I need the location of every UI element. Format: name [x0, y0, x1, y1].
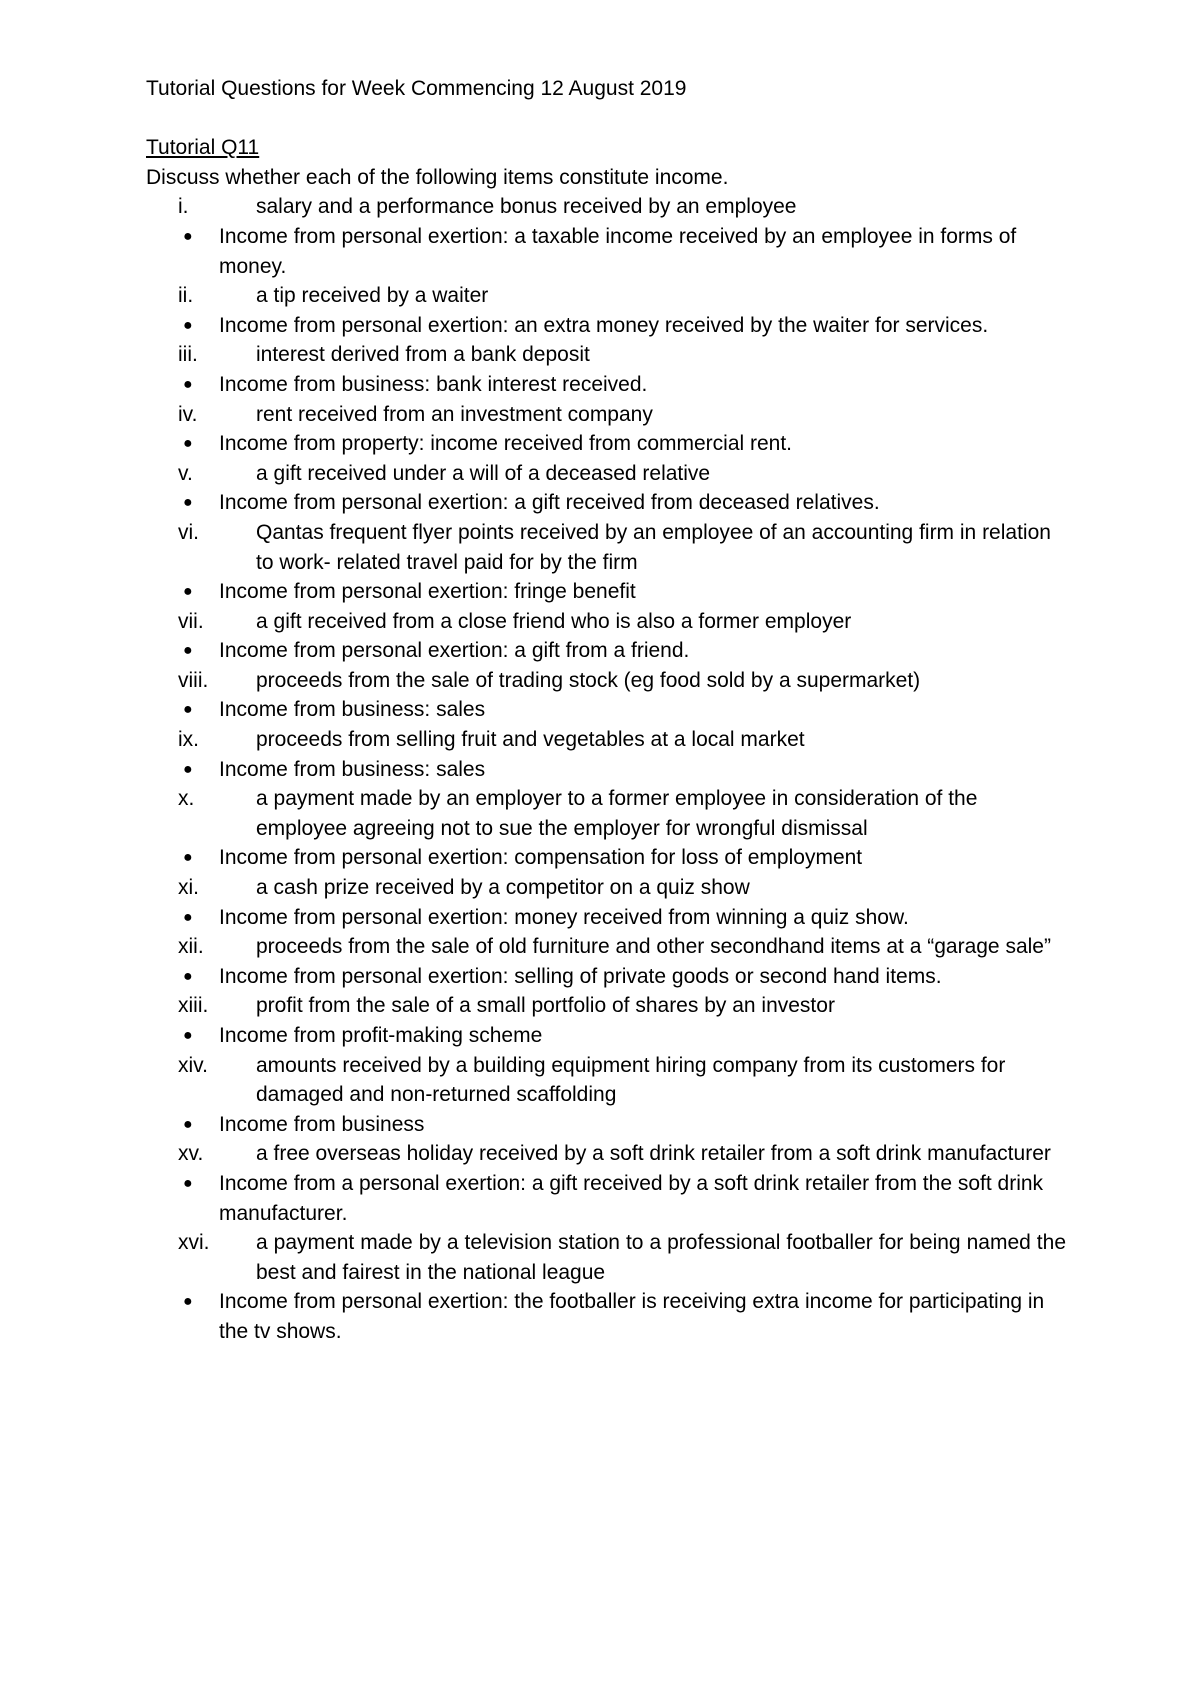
- question-number: ii.: [178, 284, 194, 308]
- question-text: amounts received by a building equipment hiring company from its customers for damaged and non-returned scaffolding: [256, 1053, 1006, 1107]
- bullet-icon: ●: [183, 316, 193, 334]
- question-text: a payment made by a television station to a professional footballer for being named the best and fairest in the national league: [256, 1231, 1066, 1284]
- question-item: [146, 1228, 1066, 1287]
- answer-text: Income from a personal exertion: a gift received by a soft drink retailer from the soft drink manufacturer.: [219, 1171, 1044, 1225]
- question-item: [146, 873, 1066, 903]
- answer-text: Income from personal exertion: a taxable income received by an employee in forms of money.: [219, 224, 1017, 278]
- question-text: Qantas frequent flyer points received by an employee of an accounting firm in relation to work- related travel paid for by the firm: [256, 520, 1051, 574]
- question-intro: Discuss whether each of the following items constitute income.: [146, 165, 729, 189]
- answer-text: Income from profit-making scheme: [219, 1024, 543, 1047]
- question-number: viii.: [178, 668, 209, 692]
- answer-text: Income from business: sales: [219, 757, 486, 781]
- question-number: vii.: [178, 609, 204, 633]
- question-item: [146, 784, 1066, 843]
- bullet-icon: ●: [183, 1174, 193, 1192]
- document-page: [146, 74, 1066, 1347]
- question-item: [146, 666, 1066, 696]
- document-title: Tutorial Questions for Week Commencing 12 August 2019: [146, 77, 687, 100]
- question-item: [146, 518, 1066, 577]
- bullet-icon: ●: [183, 908, 193, 926]
- answer-text: Income from personal exertion: compensation for loss of employment: [219, 846, 863, 870]
- question-item: [146, 192, 1066, 222]
- question-number: iii.: [178, 343, 198, 367]
- bullet-icon: ●: [183, 967, 193, 985]
- question-item: [146, 991, 1066, 1021]
- answer-text: Income from personal exertion: an extra money received by the waiter for services.: [219, 313, 989, 337]
- answer-text: Income from personal exertion: money received from winning a quiz show.: [219, 905, 909, 929]
- bullet-icon: ●: [183, 494, 193, 512]
- question-text: a gift received under a will of a deceased relative: [256, 461, 711, 485]
- answer-item: [146, 311, 1066, 341]
- answer-text: Income from personal exertion: fringe benefit: [219, 580, 636, 604]
- bullet-icon: ●: [183, 375, 193, 393]
- answer-item: [146, 577, 1066, 607]
- answer-item: [146, 1287, 1066, 1346]
- answer-text: Income from business: bank interest received.: [219, 372, 648, 396]
- answer-item: [146, 695, 1066, 725]
- answer-item: [146, 903, 1066, 933]
- question-number: xiii.: [178, 994, 209, 1018]
- answer-text: Income from business: sales: [219, 698, 486, 722]
- bullet-icon: ●: [183, 583, 193, 601]
- question-text: interest derived from a bank deposit: [256, 343, 590, 367]
- answer-item: [146, 962, 1066, 992]
- question-item: [146, 1051, 1066, 1110]
- bullet-icon: ●: [183, 435, 193, 453]
- bullet-icon: ●: [183, 642, 193, 660]
- answer-text: Income from personal exertion: selling of private goods or second hand items.: [219, 964, 942, 988]
- bullet-icon: ●: [183, 1293, 193, 1311]
- bullet-icon: ●: [183, 760, 193, 778]
- question-text: a gift received from a close friend who is also a former employer: [256, 609, 852, 633]
- question-text: a free overseas holiday received by a soft drink retailer from a soft drink manufacturer: [256, 1142, 1051, 1166]
- question-text: a payment made by an employer to a former employee in consideration of the employee agreeing not to sue the employer for wrongful dismissal: [256, 787, 978, 840]
- question-text: proceeds from the sale of old furniture and other secondhand items at a “garage sale”: [256, 935, 1051, 959]
- question-item: [146, 459, 1066, 489]
- bullet-icon: ●: [183, 701, 193, 719]
- spacer: [146, 104, 1066, 134]
- question-item: [146, 725, 1066, 755]
- question-item: [146, 607, 1066, 637]
- answer-item: [146, 843, 1066, 873]
- answer-item: [146, 755, 1066, 785]
- question-number: xvi.: [178, 1231, 210, 1255]
- answer-text: Income from personal exertion: the footballer is receiving extra income for participating in the tv shows.: [219, 1290, 1045, 1343]
- question-item: [146, 281, 1066, 311]
- answer-item: [146, 488, 1066, 518]
- question-heading: Tutorial Q11: [146, 136, 260, 160]
- answer-item: [146, 1169, 1066, 1228]
- question-number: vi.: [178, 520, 199, 544]
- bullet-icon: ●: [183, 1115, 193, 1133]
- question-item: [146, 932, 1066, 962]
- answer-item: [146, 429, 1066, 459]
- question-item: [146, 1139, 1066, 1169]
- answer-item: [146, 1021, 1066, 1051]
- question-number: xi.: [178, 876, 199, 900]
- question-text: proceeds from selling fruit and vegetables at a local market: [256, 728, 805, 752]
- question-item: [146, 340, 1066, 370]
- question-text: a cash prize received by a competitor on a quiz show: [256, 876, 750, 900]
- question-text: proceeds from the sale of trading stock (eg food sold by a supermarket): [256, 668, 921, 692]
- question-number: xii.: [178, 935, 204, 959]
- question-number: iv.: [178, 402, 198, 426]
- question-text: rent received from an investment company: [256, 402, 653, 426]
- answer-text: Income from personal exertion: a gift from a friend.: [219, 639, 690, 663]
- answer-text: Income from property: income received from commercial rent.: [219, 432, 793, 456]
- question-text: profit from the sale of a small portfolio of shares by an investor: [256, 994, 835, 1018]
- answer-item: [146, 222, 1066, 281]
- question-number: x.: [178, 787, 195, 811]
- answer-item: [146, 370, 1066, 400]
- question-number: xiv.: [178, 1053, 208, 1077]
- question-text: a tip received by a waiter: [256, 284, 489, 308]
- answer-item: [146, 636, 1066, 666]
- question-number: v.: [178, 461, 193, 485]
- question-text: salary and a performance bonus received by an employee: [256, 195, 797, 219]
- bullet-icon: ●: [183, 849, 193, 867]
- bullet-icon: ●: [183, 227, 193, 245]
- question-number: ix.: [178, 728, 199, 752]
- question-number: i.: [178, 195, 189, 219]
- bullet-icon: ●: [183, 1027, 193, 1044]
- question-number: xv.: [178, 1142, 204, 1166]
- question-item: [146, 400, 1066, 430]
- answer-text: Income from personal exertion: a gift received from deceased relatives.: [219, 491, 880, 515]
- answer-item: [146, 1110, 1066, 1140]
- answer-text: Income from business: [219, 1112, 425, 1136]
